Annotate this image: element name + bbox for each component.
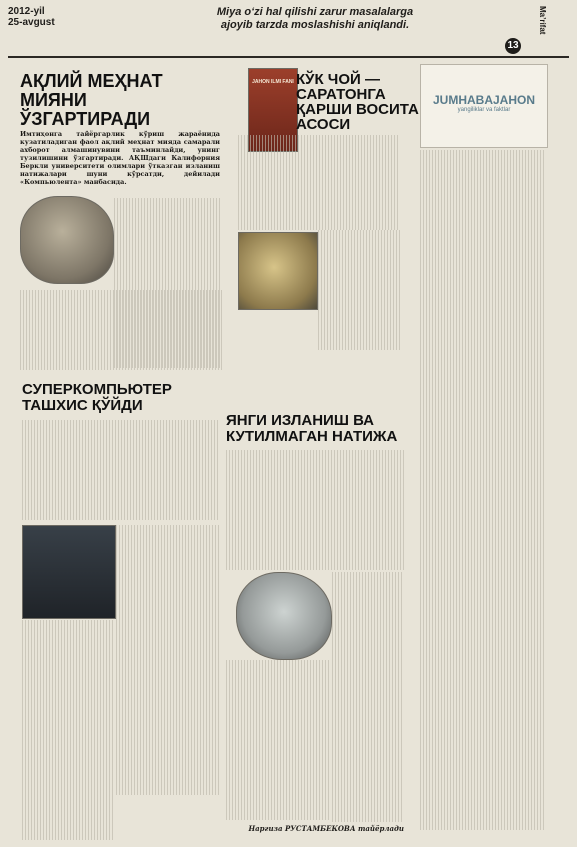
sidebar-badge: JUMHABAJAHON yangiliklar va faktlar (420, 64, 548, 148)
brain-photo (20, 196, 114, 284)
article-body-text (420, 150, 546, 830)
header-divider (8, 56, 569, 58)
side-logo: Ma’rifat (538, 6, 547, 35)
article-body-text (116, 525, 220, 795)
article-body-text (226, 660, 330, 820)
green-tea-photo (238, 232, 318, 310)
article-body-text (226, 450, 404, 570)
article-body-text (332, 572, 404, 822)
article-body-text (20, 290, 222, 370)
article-body-text (238, 135, 398, 230)
header-slogan: Miya o‘zi hal qilishi zarur masalalarga ajoyib tarzda moslashishi aniqlandi. (216, 6, 414, 31)
article-body-text (22, 420, 220, 520)
page-number: 13 (505, 38, 521, 54)
book-cover-image: JAHON ILMI FANI (248, 68, 298, 152)
article-title: СУПЕРКОМПЬЮТЕР ТАШХИС ҚЎЙДИ (22, 381, 172, 414)
article-body-text (318, 230, 400, 350)
comet-photo (236, 572, 332, 660)
article-body-text (22, 620, 114, 840)
issue-date: 2012-yil 25-avgust (8, 6, 55, 28)
article-lead: Имтиҳонга тайёргарлик кўриш жараёнида кузатиладиган фаол ақлий меҳнат мияда самарали ахборот алмашинувини таъминлайди, унинг тузилишини ўзгартиради. АҚШдаги Калифорния Беркли университети олимлари ўтказган изланиш натижалари шуни кўрсатди, дейилади «Компьюлента» манбасида. (20, 130, 220, 186)
author-line: Наргиза РУСТАМБЕКОВА тайёрлади (248, 824, 404, 833)
supercomputer-photo (22, 525, 116, 619)
article-title: ЯНГИ ИЗЛАНИШ ВА КУТИЛМАГАН НАТИЖА (226, 412, 398, 445)
article-title: АҚЛИЙ МЕҲНАТ МИЯНИ ЎЗГАРТИРАДИ (20, 71, 163, 129)
article-title: КЎК ЧОЙ — САРАТОНГА ҚАРШИ ВОСИТА АСОСИ (296, 71, 419, 133)
